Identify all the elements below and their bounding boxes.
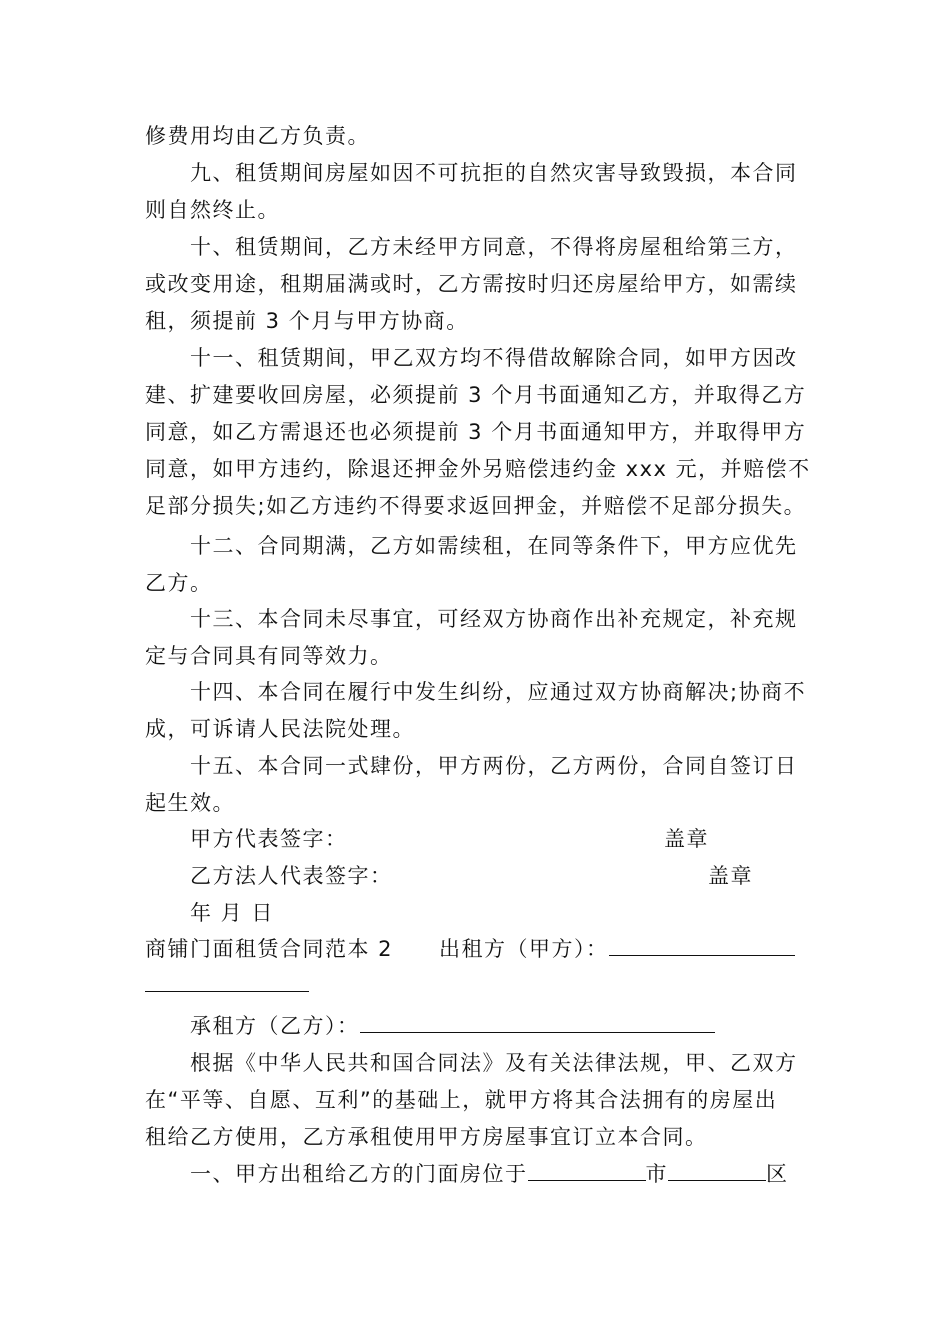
text-line: 或改变用途，租期届满或时，乙方需按时归还房屋给甲方，如需续: [145, 272, 798, 296]
signature-date: 年 月 日: [190, 901, 274, 925]
party-a-signature-label: 甲方代表签字：: [190, 827, 348, 851]
district-label: 区: [766, 1162, 789, 1186]
text-line: 十、租赁期间，乙方未经甲方同意，不得将房屋租给第三方，: [190, 235, 798, 259]
text-line: 则自然终止。: [145, 198, 280, 222]
lessor-blank-continued: [145, 971, 309, 992]
text-line: 租，须提前 3 个月与甲方协商。: [145, 309, 469, 333]
lessee-blank: [360, 1012, 715, 1033]
text-line: 足部分损失;如乙方违约不得要求返回押金，并赔偿不足部分损失。: [145, 494, 807, 518]
text-line: 十三、本合同未尽事宜，可经双方协商作出补充规定，补充规: [190, 607, 798, 631]
party-b-signature-label: 乙方法人代表签字：: [190, 864, 393, 888]
contract-title-line: [145, 934, 795, 964]
lessor-blank-continued-line: [145, 970, 309, 1000]
text-line: 起生效。: [145, 791, 235, 815]
text-line: 根据《中华人民共和国合同法》及有关法律法规，甲、乙双方: [190, 1051, 798, 1075]
city-label: 市: [645, 1162, 668, 1186]
lessor-label: 出租方（甲方）：: [439, 937, 609, 961]
lessee-label: 承租方（乙方）：: [190, 1014, 360, 1038]
lessor-blank: [609, 935, 795, 956]
text-line: 十二、合同期满，乙方如需续租，在同等条件下，甲方应优先: [190, 534, 798, 558]
contract-title: 商铺门面租赁合同范本 2: [145, 937, 394, 961]
text-line: 十一、租赁期间，甲乙双方均不得借故解除合同，如甲方因改: [190, 346, 798, 370]
text-line: 租给乙方使用，乙方承租使用甲方房屋事宜订立本合同。: [145, 1125, 708, 1149]
text-line: 十五、本合同一式肆份，甲方两份，乙方两份，合同自签订日: [190, 754, 798, 778]
district-blank: [668, 1160, 766, 1181]
party-b-seal: 盖章: [708, 864, 753, 888]
text-line: 建、扩建要收回房屋，必须提前 3 个月书面通知乙方，并取得乙方: [145, 383, 807, 407]
text-line: 九、租赁期间房屋如因不可抗拒的自然灾害导致毁损，本合同: [190, 161, 798, 185]
text-line: 同意，如甲方违约，除退还押金外另赔偿违约金 xxx 元，并赔偿不: [145, 457, 811, 481]
clause-1-line: [190, 1159, 789, 1189]
text-line: 乙方。: [145, 571, 213, 595]
text-line: 十四、本合同在履行中发生纠纷，应通过双方协商解决;协商不: [190, 680, 807, 704]
text-line: 定与合同具有同等效力。: [145, 644, 393, 668]
text-line: 成，可诉请人民法院处理。: [145, 717, 415, 741]
text-line: 同意，如乙方需退还也必须提前 3 个月书面通知甲方，并取得甲方: [145, 420, 807, 444]
party-a-seal: 盖章: [664, 827, 709, 851]
text-line: 修费用均由乙方负责。: [145, 124, 370, 148]
lessee-line: [190, 1011, 715, 1041]
text-line: 在“平等、自愿、互利”的基础上，就甲方将其合法拥有的房屋出: [145, 1088, 778, 1112]
city-blank: [528, 1160, 646, 1181]
clause-1-text: 一、甲方出租给乙方的门面房位于: [190, 1162, 528, 1186]
